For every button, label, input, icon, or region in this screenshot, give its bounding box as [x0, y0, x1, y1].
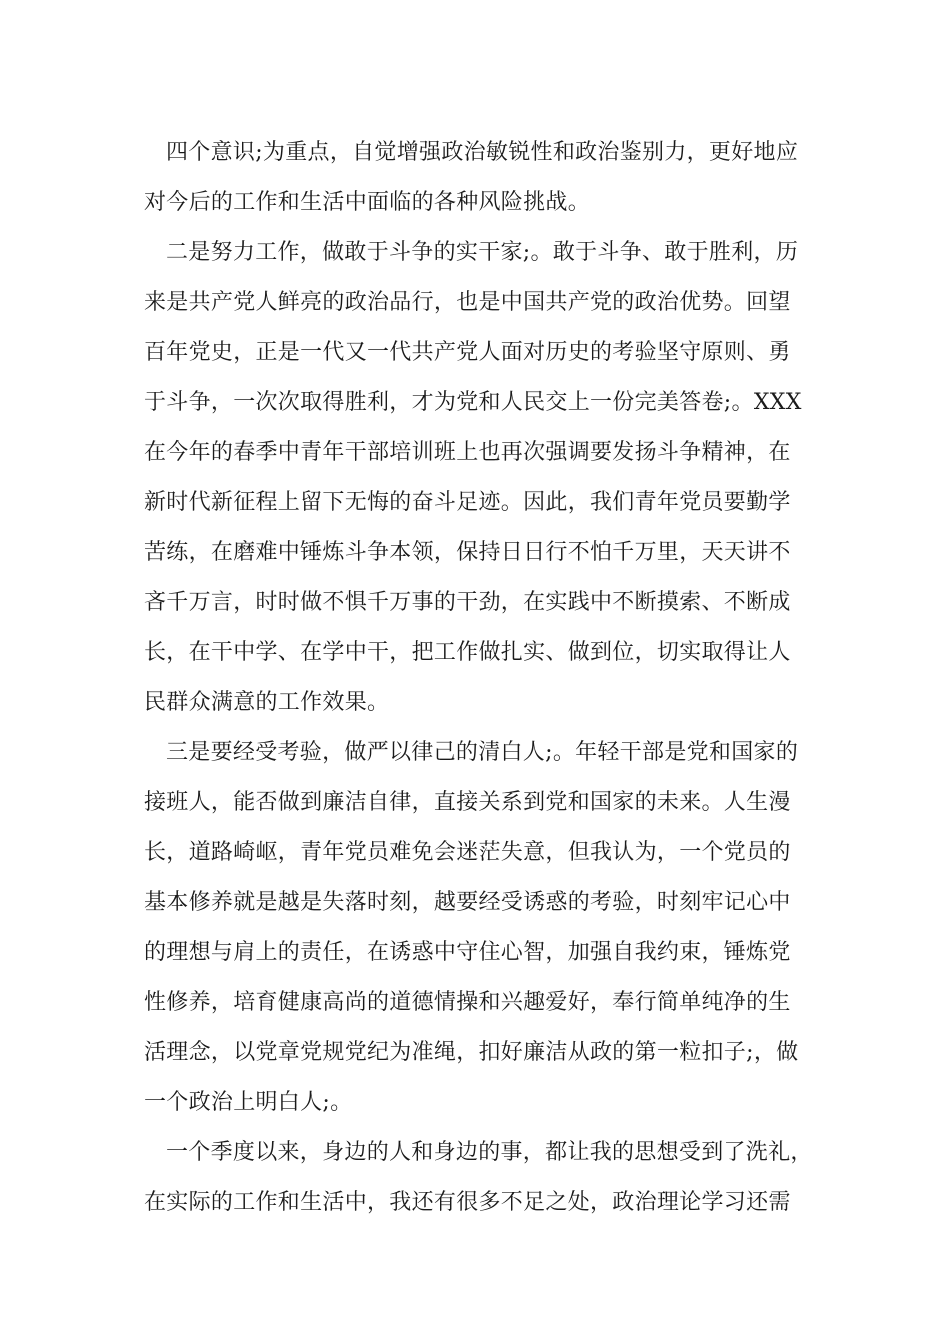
text-line: 的理想与肩上的责任，在诱惑中守住心智，加强自我约束，锤炼党	[144, 940, 791, 965]
text-line: 基本修养就是越是失落时刻，越要经受诱惑的考验，时刻牢记心中	[144, 890, 791, 915]
text-line: 新时代新征程上留下无悔的奋斗足迹。因此，我们青年党员要勤学	[144, 490, 791, 515]
text-line: 三是要经受考验，做严以律己的清白人;。年轻干部是党和国家的	[166, 740, 799, 765]
text-line: 吝千万言，时时做不惧千万事的干劲，在实践中不断摸索、不断成	[144, 590, 791, 615]
text-line: 一个政治上明白人;。	[144, 1090, 353, 1115]
text-line: 一个季度以来，身边的人和身边的事，都让我的思想受到了洗礼，	[166, 1140, 813, 1165]
text-line: 对今后的工作和生活中面临的各种风险挑战。	[144, 190, 591, 215]
text-line: 来是共产党人鲜亮的政治品行，也是中国共产党的政治优势。回望	[144, 290, 791, 315]
text-line: 四个意识;为重点，自觉增强政治敏锐性和政治鉴别力，更好地应	[166, 140, 799, 165]
text-line: 在今年的春季中青年干部培训班上也再次强调要发扬斗争精神，在	[144, 440, 791, 465]
text-line: 百年党史，正是一代又一代共产党人面对历史的考验坚守原则、勇	[144, 340, 791, 365]
text-line: 长，在干中学、在学中干，把工作做扎实、做到位，切实取得让人	[144, 640, 791, 665]
text-line: 民群众满意的工作效果。	[144, 690, 390, 715]
text-line: 性修养，培育健康高尚的道德情操和兴趣爱好，奉行简单纯净的生	[144, 990, 791, 1015]
text-line: 于斗争，一次次取得胜利，才为党和人民交上一份完美答卷;。XXX	[144, 390, 802, 415]
text-line: 接班人，能否做到廉洁自律，直接关系到党和国家的未来。人生漫	[144, 790, 791, 815]
text-line: 活理念，以党章党规党纪为准绳，扣好廉洁从政的第一粒扣子;，做	[144, 1040, 799, 1065]
text-line: 二是努力工作，做敢于斗争的实干家;。敢于斗争、敢于胜利，历	[166, 240, 799, 265]
text-line: 长，道路崎岖，青年党员难免会迷茫失意，但我认为，一个党员的	[144, 840, 791, 865]
text-line: 苦练，在磨难中锤炼斗争本领，保持日日行不怕千万里，天天讲不	[144, 540, 791, 565]
text-line: 在实际的工作和生活中，我还有很多不足之处，政治理论学习还需	[144, 1190, 791, 1215]
